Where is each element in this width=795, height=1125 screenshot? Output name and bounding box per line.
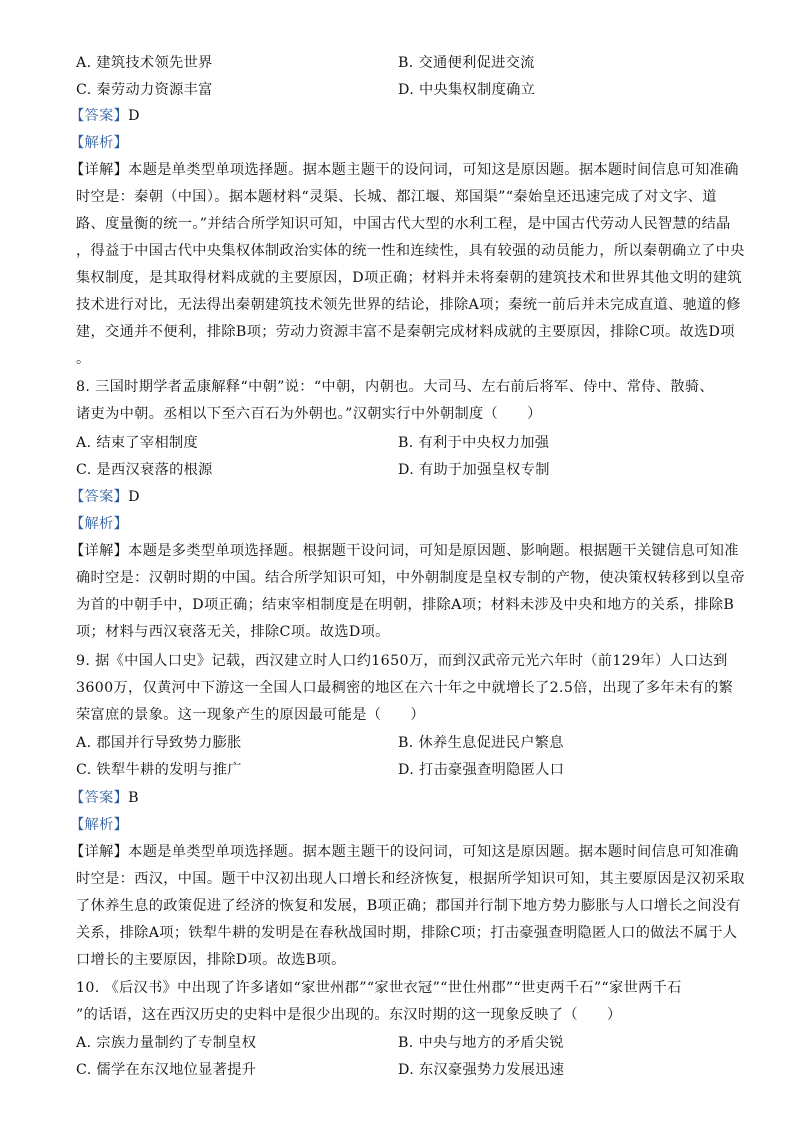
q7-detail-line: 。 [76, 351, 91, 367]
q8-detail-line: 为首的中朝手中，D项正确；结束宰相制度是在明朝，排除A项；材料未涉及中央和地方的关系，排除B [76, 597, 735, 613]
q9-stem-line: 3600万，仅黄河中下游这一全国人口最稠密的地区在六十年之中就增长了2.5倍，出现了多年未有的繁 [76, 680, 734, 696]
q9-detail-line: 口增长的主要原因，排除D项。故选B项。 [76, 952, 346, 968]
q7-option-a: A. 建筑技术领先世界 [76, 55, 213, 71]
q8-option-c: C. 是西汉衰落的根源 [76, 462, 213, 478]
q9-answer-value: B [128, 790, 139, 806]
q10-option-b: B. 中央与地方的矛盾尖锐 [398, 1035, 564, 1051]
q8-option-b: B. 有利于中央权力加强 [398, 435, 550, 451]
q9-option-c: C. 铁犁牛耕的发明与推广 [76, 762, 242, 778]
q9-detail-line: 【详解】本题是单类型单项选择题。据本题主题干的设问词，可知这是原因题。据本题时间信息可知准确 [70, 844, 739, 860]
q7-detail-line: 建，交通并不便利，排除B项；劳动力资源丰富不是秦朝完成材料成就的主要原因，排除C项。故选D项 [76, 324, 735, 340]
q8-option-d: D. 有助于加强皇权专制 [398, 462, 550, 478]
q8-detail-line: 确时空是：汉朝时期的中国。结合所学知识可知，中外朝制度是皇权专制的产物，使决策权转移到以皇帝 [76, 570, 745, 586]
q7-answer [70, 106, 715, 126]
q10-stem-line: ”的话语，这在西汉历史的史料中是很少出现的。东汉时期的这一现象反映了（ ） [76, 1007, 622, 1023]
q8-analysis-label: 【解析】 [70, 516, 129, 532]
q9-answer-label: 【答案】 [70, 790, 129, 806]
q9-detail-line: 关系，排除A项；铁犁牛耕的发明是在春秋战国时期，排除C项；打击豪强查明隐匿人口的做法不属于人 [76, 925, 738, 941]
q8-answer [70, 487, 715, 507]
q8-answer-value: D [128, 489, 140, 505]
q7-option-b: B. 交通便利促进交流 [398, 55, 535, 71]
q9-stem-line: 9. 据《中国人口史》记载，西汉建立时人口约1650万，而到汉武帝元光六年时（前129年）人口达到 [76, 653, 728, 669]
q7-detail-line: 集权制度，是其取得材料成就的主要原因，D项正确；材料并未将秦朝的建筑技术和世界其他文明的建筑 [76, 270, 742, 286]
q8-stem-line: 诸吏为中朝。丞相以下至六百石为外朝也。”汉朝实行中外朝制度（ ） [76, 406, 542, 422]
q7-detail-line: 【详解】本题是单类型单项选择题。据本题主题干的设问词，可知这是原因题。据本题时间信息可知准确 [70, 162, 739, 178]
q9-answer [70, 788, 715, 808]
q9-option-b: B. 休养生息促进民户繁息 [398, 735, 564, 751]
q9-option-a: A. 郡国并行导致势力膨胀 [76, 735, 242, 751]
q7-option-c: C. 秦劳动力资源丰富 [76, 82, 213, 98]
q8-stem-line: 8. 三国时期学者孟康解释“中朝”说：“中朝，内朝也。大司马、左右前后将军、侍中、常侍、散骑、 [76, 379, 714, 395]
q9-option-d: D. 打击豪强查明隐匿人口 [398, 762, 565, 778]
q7-answer-value: D [128, 108, 140, 124]
q8-detail-line: 项；材料与西汉衰落无关，排除C项。故选D项。 [76, 624, 390, 640]
q7-detail-line: 时空是：秦朝（中国）。据本题材料“灵渠、长城、都江堰、郑国渠”“秦始皇还迅速完成了对文字、道 [76, 189, 717, 205]
q9-detail-line: 时空是：西汉，中国。题干中汉初出现人口增长和经济恢复，根据所学知识可知，其主要原因是汉初采取 [76, 871, 745, 887]
q10-stem-line: 10. 《后汉书》中出现了许多诸如“家世州郡”“家世衣冠”“世仕州郡”“世吏两千石”“家世两千石 [76, 980, 682, 996]
q9-analysis-label: 【解析】 [70, 817, 129, 833]
q7-analysis-label: 【解析】 [70, 135, 129, 151]
q7-answer-label: 【答案】 [70, 108, 129, 124]
q8-answer-label: 【答案】 [70, 489, 129, 505]
q10-option-a: A. 宗族力量制约了专制皇权 [76, 1035, 257, 1051]
q9-detail-line: 了休养生息的政策促进了经济的恢复和发展，B项正确；郡国并行制下地方势力膨胀与人口增长之间没有 [76, 898, 741, 914]
q9-stem-line: 荣富庶的景象。这一现象产生的原因最可能是（ ） [76, 707, 425, 723]
q8-option-a: A. 结束了宰相制度 [76, 435, 199, 451]
q8-detail-line: 【详解】本题是多类型单项选择题。根据题干设问词，可知是原因题、影响题。根据题干关键信息可知准 [70, 543, 739, 559]
q7-option-d: D. 中央集权制度确立 [398, 82, 536, 98]
q7-detail-line: 技术进行对比，无法得出秦朝建筑技术领先世界的结论，排除A项；秦统一前后并未完成直道、驰道的修 [76, 297, 741, 313]
q10-option-c: C. 儒学在东汉地位显著提升 [76, 1062, 257, 1078]
q7-detail-line: 路、度量衡的统一。”并结合所学知识可知，中国古代大型的水利工程，是中国古代劳动人民智慧的结晶 [76, 216, 731, 232]
q7-detail-line: ，得益于中国古代中央集权体制政治实体的统一性和连续性，具有较强的动员能力，所以秦朝确立了中央 [76, 243, 745, 259]
q10-option-d: D. 东汉豪强势力发展迅速 [398, 1062, 565, 1078]
